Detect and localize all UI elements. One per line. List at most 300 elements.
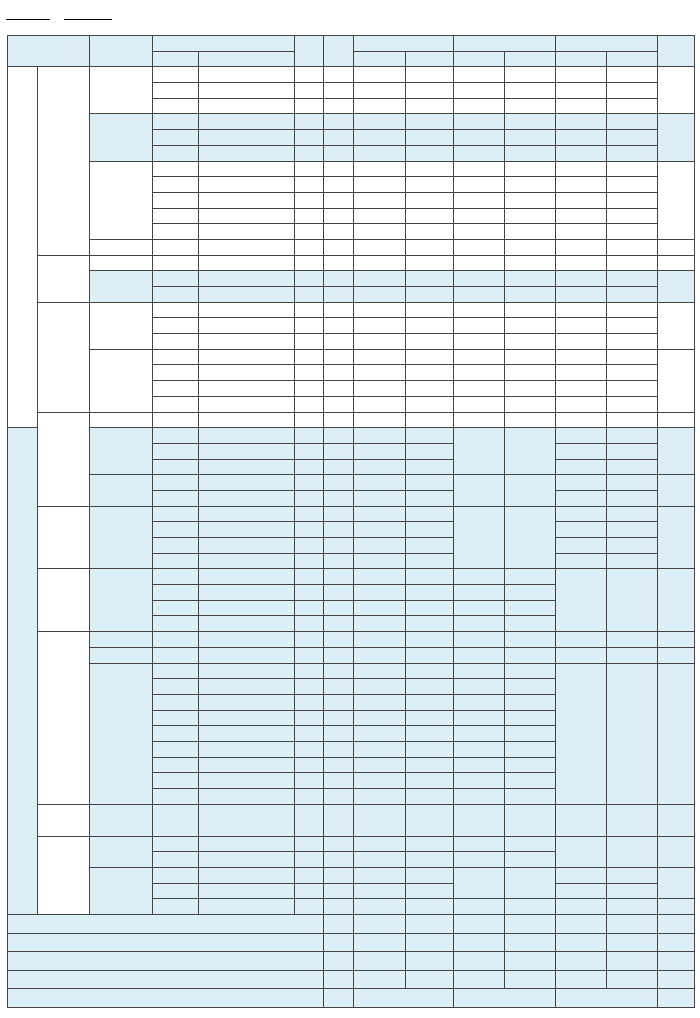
total-cell: [658, 239, 695, 255]
subject-name-cell: [199, 600, 295, 616]
subject-type-cell: [153, 224, 199, 240]
subject-type-cell: [153, 459, 199, 475]
total-cell: [658, 663, 695, 804]
unit-cell: [295, 616, 324, 632]
semester-cell: [454, 161, 505, 177]
semester-cell: [354, 255, 406, 271]
unit-cell: [324, 349, 354, 365]
semester-cell: [607, 365, 658, 381]
area-label: [38, 67, 90, 255]
total-cell: [658, 647, 695, 663]
group-label: [90, 836, 153, 867]
semester-cell: [556, 67, 607, 83]
header-sem1: [354, 51, 406, 67]
unit-cell: [295, 600, 324, 616]
subject-name-cell: [199, 145, 295, 161]
area-label: [38, 836, 90, 914]
header-run: [324, 36, 354, 67]
group-label: [90, 804, 153, 836]
header-sem2: [607, 51, 658, 67]
semester-cell: [406, 224, 454, 240]
unit-cell: [295, 663, 324, 679]
semester-cell: [454, 67, 505, 83]
semester-cell: [607, 381, 658, 397]
subject-type-cell: [153, 679, 199, 695]
subject-name-cell: [199, 83, 295, 99]
unit-cell: [324, 868, 354, 884]
area-label: [38, 804, 90, 836]
area-label: [38, 506, 90, 569]
semester-cell: [505, 365, 556, 381]
subject-name-cell: [199, 208, 295, 224]
semester-cell: [406, 255, 454, 271]
semester-cell: [354, 381, 406, 397]
unit-cell: [324, 396, 354, 412]
semester-cell: [505, 67, 556, 83]
unit-cell: [295, 349, 324, 365]
area-label: [38, 632, 90, 805]
unit-cell: [295, 239, 324, 255]
merged-cell: [505, 428, 556, 475]
subject-name-cell: [199, 114, 295, 130]
table-body: [8, 67, 695, 915]
semester-cell: [556, 365, 607, 381]
subject-type-cell: [153, 161, 199, 177]
unit-cell: [295, 318, 324, 334]
subject-type-cell: [153, 145, 199, 161]
footer-cell: [658, 933, 695, 952]
subject-type-cell: [153, 773, 199, 789]
semester-cell: [406, 349, 454, 365]
semester-cell: [607, 255, 658, 271]
subject-name-cell: [199, 224, 295, 240]
footer-cell: [454, 970, 505, 989]
semester-cell: [354, 130, 406, 146]
semester-cell: [556, 114, 607, 130]
unit-cell: [324, 726, 354, 742]
unit-cell: [324, 271, 354, 287]
subject-name-cell: [199, 67, 295, 83]
subject-type-cell: [153, 239, 199, 255]
subject-type-cell: [153, 67, 199, 83]
subject-name-cell: [199, 694, 295, 710]
semester-cell: [556, 349, 607, 365]
semester-cell: [607, 287, 658, 303]
semester-cell: [354, 412, 406, 428]
unit-cell: [324, 443, 354, 459]
semester-cell: [607, 161, 658, 177]
subject-type-cell: [153, 192, 199, 208]
unit-cell: [324, 83, 354, 99]
semester-cell: [505, 381, 556, 397]
semester-cell: [505, 208, 556, 224]
semester-cell: [354, 318, 406, 334]
subject-type-cell: [153, 663, 199, 679]
total-cell: [658, 836, 695, 867]
unit-cell: [295, 726, 324, 742]
semester-cell: [607, 412, 658, 428]
unit-cell: [295, 145, 324, 161]
unit-cell: [295, 647, 324, 663]
semester-cell: [406, 208, 454, 224]
subject-name-cell: [199, 255, 295, 271]
subject-name-cell: [199, 679, 295, 695]
semester-cell: [354, 83, 406, 99]
unit-cell: [295, 443, 324, 459]
subject-name-cell: [199, 98, 295, 114]
unit-cell: [295, 757, 324, 773]
unit-cell: [324, 804, 354, 836]
footer-cell: [658, 989, 695, 1008]
footer-cell: [556, 970, 607, 989]
unit-cell: [295, 679, 324, 695]
semester-cell: [556, 192, 607, 208]
curriculum-table: [7, 35, 695, 1008]
subject-name-cell: [199, 522, 295, 538]
semester-cell: [406, 271, 454, 287]
semester-cell: [454, 396, 505, 412]
unit-cell: [324, 365, 354, 381]
subject-type-cell: [153, 271, 199, 287]
unit-cell: [295, 396, 324, 412]
subject-name-cell: [199, 553, 295, 569]
semester-cell: [354, 349, 406, 365]
subject-type-cell: [153, 694, 199, 710]
subject-type-cell: [153, 349, 199, 365]
semester-cell: [354, 177, 406, 193]
semester-cell: [556, 208, 607, 224]
footer-cell: [658, 952, 695, 971]
header-sem1: [454, 51, 505, 67]
footer-label: [8, 933, 324, 952]
group-label: [90, 412, 153, 428]
semester-cell: [454, 98, 505, 114]
subject-name-cell: [199, 773, 295, 789]
semester-cell: [505, 145, 556, 161]
semester-cell: [354, 161, 406, 177]
header-year-2024: [454, 36, 556, 52]
footer-cell: [658, 970, 695, 989]
semester-cell: [354, 302, 406, 318]
semester-cell: [454, 381, 505, 397]
subject-name-cell: [199, 789, 295, 805]
subject-name-cell: [199, 192, 295, 208]
unit-cell: [324, 647, 354, 663]
semester-cell: [505, 412, 556, 428]
unit-cell: [295, 224, 324, 240]
semester-cell: [556, 381, 607, 397]
semester-cell: [505, 396, 556, 412]
table-footer: [8, 915, 695, 1008]
footer-cell: [454, 915, 505, 934]
semester-cell: [454, 255, 505, 271]
unit-cell: [324, 381, 354, 397]
group-label: [90, 271, 153, 302]
subject-name-cell: [199, 647, 295, 663]
merged-cell: [454, 475, 505, 506]
header-subject: [153, 36, 295, 52]
semester-cell: [454, 177, 505, 193]
subject-type-cell: [153, 600, 199, 616]
footer-cell: [354, 952, 406, 971]
semester-cell: [454, 412, 505, 428]
unit-cell: [324, 192, 354, 208]
subject-name-cell: [199, 381, 295, 397]
unit-cell: [295, 428, 324, 444]
table-header: [8, 36, 695, 67]
footer-label: [8, 989, 324, 1008]
subject-type-cell: [153, 522, 199, 538]
subject-type-cell: [153, 318, 199, 334]
unit-cell: [324, 679, 354, 695]
unit-cell: [295, 83, 324, 99]
group-label: [90, 114, 153, 161]
footer-cell: [406, 970, 454, 989]
unit-cell: [324, 239, 354, 255]
subject-type-cell: [153, 365, 199, 381]
semester-cell: [556, 302, 607, 318]
unit-cell: [295, 334, 324, 350]
total-cell: [658, 506, 695, 569]
semester-cell: [454, 239, 505, 255]
total-cell: [658, 632, 695, 648]
subject-name-cell: [199, 804, 295, 836]
merged-cell: [607, 663, 658, 804]
subject-type-cell: [153, 208, 199, 224]
footer-label: [8, 915, 324, 934]
unit-cell: [324, 177, 354, 193]
unit-cell: [295, 522, 324, 538]
unit-cell: [324, 538, 354, 554]
semester-cell: [505, 334, 556, 350]
division-label: [8, 67, 38, 428]
unit-cell: [324, 428, 354, 444]
semester-cell: [607, 334, 658, 350]
subject-type-cell: [153, 710, 199, 726]
semester-cell: [354, 271, 406, 287]
semester-cell: [406, 114, 454, 130]
semester-cell: [406, 318, 454, 334]
unit-cell: [295, 694, 324, 710]
unit-cell: [324, 334, 354, 350]
total-cell: [658, 428, 695, 475]
group-label: [90, 349, 153, 412]
subject-type-cell: [153, 852, 199, 868]
unit-cell: [295, 632, 324, 648]
subject-name-cell: [199, 726, 295, 742]
subject-name-cell: [199, 490, 295, 506]
group-label: [90, 569, 153, 632]
merged-cell: [556, 569, 607, 632]
unit-cell: [295, 177, 324, 193]
subject-type-cell: [153, 428, 199, 444]
subject-type-cell: [153, 475, 199, 491]
subject-type-cell: [153, 114, 199, 130]
unit-cell: [324, 130, 354, 146]
subject-name-cell: [199, 396, 295, 412]
header-sem2: [406, 51, 454, 67]
total-cell: [658, 255, 695, 271]
header-type: [153, 51, 199, 67]
subject-name-cell: [199, 130, 295, 146]
subject-name-cell: [199, 475, 295, 491]
unit-cell: [295, 553, 324, 569]
semester-cell: [505, 255, 556, 271]
semester-cell: [406, 83, 454, 99]
header-base: [295, 36, 324, 67]
unit-cell: [324, 412, 354, 428]
semester-cell: [454, 83, 505, 99]
unit-cell: [295, 412, 324, 428]
unit-cell: [324, 585, 354, 601]
semester-cell: [505, 318, 556, 334]
semester-cell: [354, 334, 406, 350]
page-title: [6, 6, 117, 24]
footer-label: [8, 952, 324, 971]
subject-type-cell: [153, 553, 199, 569]
semester-cell: [556, 255, 607, 271]
unit-cell: [295, 852, 324, 868]
subject-type-cell: [153, 647, 199, 663]
footer-cell: [406, 952, 454, 971]
unit-cell: [324, 852, 354, 868]
subject-type-cell: [153, 255, 199, 271]
unit-cell: [295, 67, 324, 83]
subject-type-cell: [153, 83, 199, 99]
unit-cell: [295, 804, 324, 836]
subject-type-cell: [153, 177, 199, 193]
subject-name-cell: [199, 868, 295, 884]
semester-cell: [607, 239, 658, 255]
footer-cell: [556, 915, 607, 934]
unit-cell: [324, 836, 354, 852]
subject-type-cell: [153, 334, 199, 350]
subject-type-cell: [153, 836, 199, 852]
unit-cell: [324, 710, 354, 726]
semester-cell: [354, 287, 406, 303]
semester-cell: [406, 98, 454, 114]
semester-cell: [607, 83, 658, 99]
header-group: [90, 36, 153, 67]
semester-cell: [354, 114, 406, 130]
unit-cell: [324, 318, 354, 334]
group-label: [90, 161, 153, 239]
semester-cell: [607, 804, 658, 836]
semester-cell: [505, 271, 556, 287]
semester-cell: [556, 412, 607, 428]
unit-cell: [295, 569, 324, 585]
unit-cell: [295, 192, 324, 208]
group-label: [90, 506, 153, 569]
unit-cell: [324, 255, 354, 271]
subject-type-cell: [153, 868, 199, 884]
semester-cell: [406, 67, 454, 83]
unit-cell: [324, 553, 354, 569]
unit-cell: [324, 459, 354, 475]
subject-name-cell: [199, 271, 295, 287]
subject-name-cell: [199, 459, 295, 475]
semester-cell: [406, 130, 454, 146]
subject-type-cell: [153, 412, 199, 428]
unit-cell: [295, 585, 324, 601]
semester-cell: [454, 145, 505, 161]
subject-type-cell: [153, 585, 199, 601]
semester-cell: [406, 381, 454, 397]
semester-cell: [607, 271, 658, 287]
footer-cell: [658, 915, 695, 934]
subject-name-cell: [199, 318, 295, 334]
semester-cell: [505, 302, 556, 318]
unit-cell: [295, 302, 324, 318]
header-division: [8, 36, 90, 67]
semester-cell: [556, 239, 607, 255]
semester-cell: [354, 365, 406, 381]
footer-cell: [607, 915, 658, 934]
header-sem2: [505, 51, 556, 67]
semester-cell: [556, 83, 607, 99]
semester-cell: [406, 192, 454, 208]
semester-cell: [406, 365, 454, 381]
semester-cell: [505, 114, 556, 130]
unit-cell: [324, 757, 354, 773]
semester-cell: [556, 647, 607, 663]
semester-cell: [354, 192, 406, 208]
division-spacer: [8, 428, 38, 915]
semester-cell: [454, 349, 505, 365]
unit-cell: [324, 506, 354, 522]
semester-cell: [556, 177, 607, 193]
semester-cell: [607, 318, 658, 334]
unit-cell: [295, 475, 324, 491]
footer-cell: [454, 933, 505, 952]
merged-cell: [607, 569, 658, 632]
subject-type-cell: [153, 899, 199, 915]
unit-cell: [324, 145, 354, 161]
unit-cell: [324, 161, 354, 177]
footer-cell: [354, 933, 406, 952]
total-cell: [658, 114, 695, 161]
semester-cell: [505, 287, 556, 303]
group-label-empty: [90, 868, 153, 915]
unit-cell: [324, 600, 354, 616]
header-total: [658, 36, 695, 67]
area-label: [38, 569, 90, 632]
subject-type-cell: [153, 381, 199, 397]
semester-cell: [556, 271, 607, 287]
total-cell: [658, 302, 695, 349]
semester-cell: [607, 130, 658, 146]
footer-cell: [354, 915, 406, 934]
semester-cell: [406, 412, 454, 428]
unit-cell: [295, 365, 324, 381]
subject-name-cell: [199, 177, 295, 193]
semester-cell: [454, 318, 505, 334]
semester-cell: [607, 349, 658, 365]
subject-type-cell: [153, 741, 199, 757]
semester-cell: [607, 67, 658, 83]
footer-cell: [354, 970, 406, 989]
merged-cell: [556, 836, 607, 867]
footer-cell: [505, 952, 556, 971]
merged-cell: [454, 868, 505, 899]
unit-cell: [295, 208, 324, 224]
footer-cell: [454, 952, 505, 971]
area-label: [38, 255, 90, 302]
subject-type-cell: [153, 632, 199, 648]
semester-cell: [354, 208, 406, 224]
unit-cell: [295, 114, 324, 130]
header-year-2023: [354, 36, 454, 52]
